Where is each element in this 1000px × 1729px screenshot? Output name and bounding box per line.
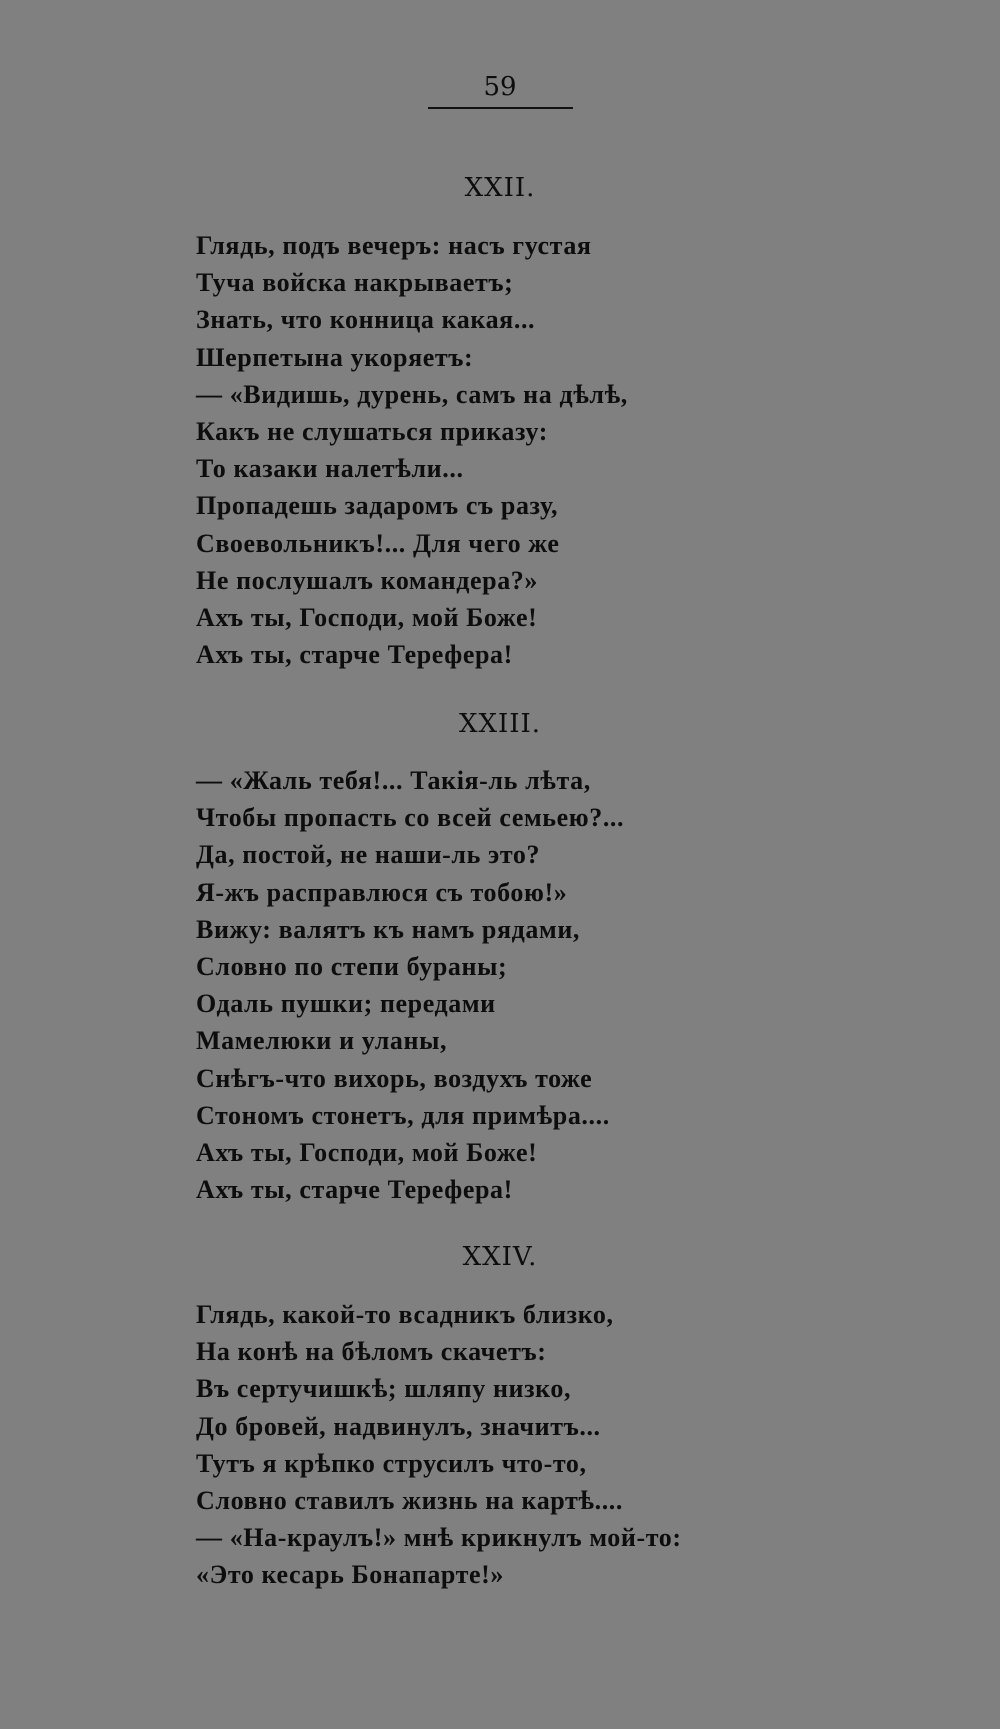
section-numeral-xxiv	[0, 1242, 1000, 1272]
verse-line: Словно по степи бураны;	[196, 951, 508, 981]
verse-line: Снѣгъ-что вихорь, воздухъ тоже	[196, 1063, 593, 1093]
verse-line: «Это кесарь Бонапарте!»	[196, 1560, 505, 1590]
section-numeral: XXII.	[464, 173, 536, 203]
verse-line: Ахъ ты, старче Терефера!	[196, 640, 513, 670]
verse-line: — «Жаль тебя!... Такія-ль лѣта,	[196, 766, 591, 795]
verse-line: Туча войска накрываетъ;	[196, 268, 514, 298]
verse-line: Глядь, какой-то всадникъ близко,	[196, 1300, 614, 1329]
verse-line: Шерпетына укоряетъ:	[196, 342, 474, 372]
stanza-xxii	[196, 227, 956, 673]
verse-line: До бровей, надвинулъ, значитъ...	[196, 1411, 601, 1441]
verse-line: Какъ не слушаться приказу:	[196, 416, 549, 446]
verse-line: Чтобы пропасть со всей семьею?...	[196, 803, 625, 833]
verse-line: Словно ставилъ жизнь на картѣ....	[196, 1485, 624, 1515]
verse-line: Не послушалъ командера?»	[196, 565, 539, 595]
verse-line: Ахъ ты, старче Терефера!	[196, 1175, 513, 1205]
section-numeral: XXIII.	[458, 709, 542, 739]
section-numeral-xxii	[0, 173, 1000, 203]
verse-line: Я-жъ расправлюся съ тобою!»	[196, 877, 568, 907]
verse-line: На конѣ на бѣломъ скачетъ:	[196, 1337, 547, 1367]
verse-line: — «Видишь, дурень, самъ на дѣлѣ,	[196, 379, 628, 409]
verse-line: То казаки налетѣли...	[196, 454, 464, 484]
verse-line: Мамелюки и уланы,	[196, 1026, 448, 1056]
verse-line: Ахъ ты, Господи, мой Боже!	[196, 1137, 538, 1167]
page-number-rule	[428, 107, 573, 109]
stanza-xxiv	[196, 1296, 956, 1594]
verse-line: Ахъ ты, Господи, мой Боже!	[196, 602, 538, 632]
section-numeral: XXIV.	[462, 1242, 538, 1272]
verse-line: Пропадешь задаромъ съ разу,	[196, 491, 559, 521]
verse-line: — «На-краулъ!» мнѣ крикнулъ мой-то:	[196, 1523, 682, 1553]
verse-line: Да, постой, не наши-ль это?	[196, 840, 541, 870]
verse-line: Въ сертучишкѣ; шляпу низко,	[196, 1374, 572, 1404]
verse-line: Одаль пушки; передами	[196, 989, 496, 1019]
verse-line: Своевольникъ!... Для чего же	[196, 528, 560, 558]
verse-line: Глядь, подъ вечеръ: насъ густая	[196, 231, 592, 260]
stanza-xxiii	[196, 762, 956, 1208]
verse-line: Вижу: валятъ къ намъ рядами,	[196, 914, 580, 944]
page-number: 59	[483, 72, 517, 102]
section-numeral-xxiii	[0, 709, 1000, 739]
verse-line: Стономъ стонетъ, для примѣра....	[196, 1100, 610, 1130]
verse-line: Тутъ я крѣпко струсилъ что-то,	[196, 1448, 587, 1478]
verse-line: Знать, что конница какая...	[196, 305, 536, 335]
